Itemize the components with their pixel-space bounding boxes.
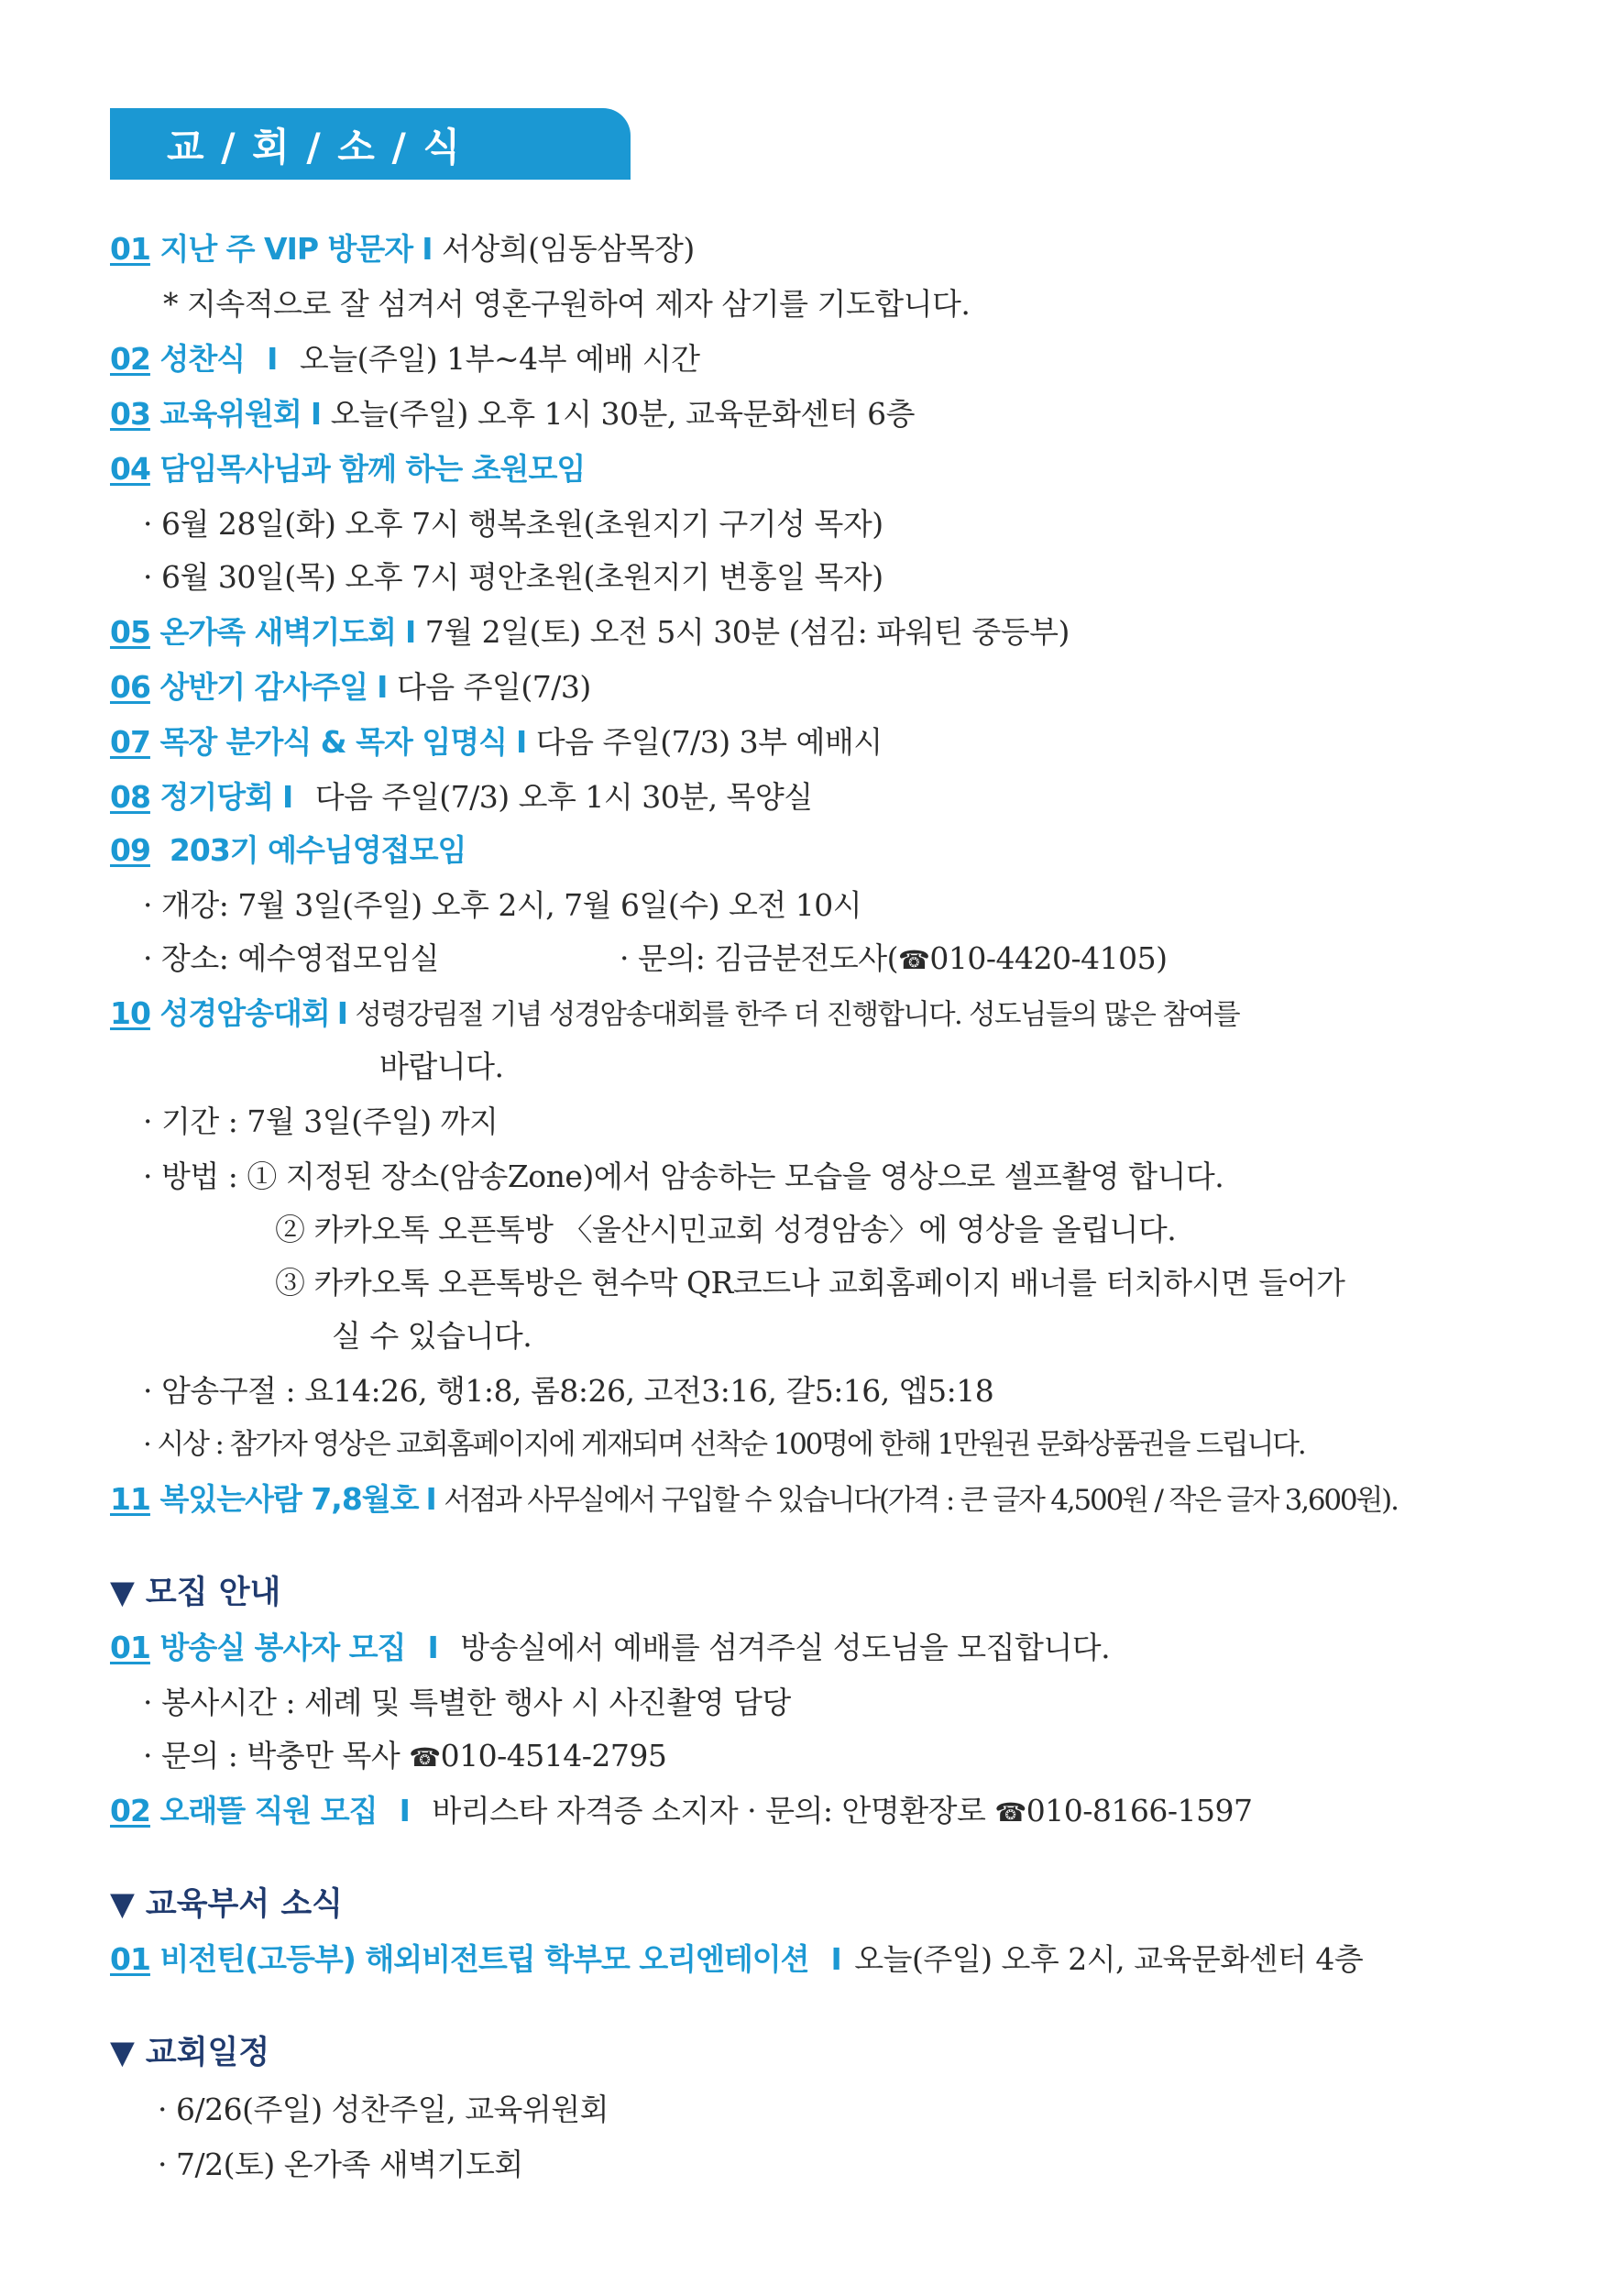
item-number: 06 <box>110 669 150 705</box>
contact-text: · 문의 : 박충만 목사 <box>143 1738 410 1773</box>
item-heading: 비전틴(고등부) 해외비전트립 학부모 오리엔테이션 <box>159 1941 809 1977</box>
item-heading: 성경암송대회 <box>159 995 330 1031</box>
contact-phone: 010-8166-1597 <box>1026 1793 1253 1828</box>
item-text: 서점과 사무실에서 구입할 수 있습니다(가격 : 큰 글자 4,500원 / 작은 글자 3,600원). <box>444 1484 1398 1517</box>
item-number: 11 <box>110 1481 150 1517</box>
item-text: 다음 주일(7/3) <box>396 669 591 705</box>
item-number: 03 <box>110 396 150 432</box>
separator-icon: I <box>267 341 278 377</box>
section-schedule <box>110 2033 269 2073</box>
separator-icon: I <box>377 669 388 705</box>
contact-phone: 010-4514-2795 <box>440 1738 667 1773</box>
news-item-11 <box>110 1479 1398 1521</box>
item-text: 다음 주일(7/3) 오후 1시 30분, 목양실 <box>314 779 813 815</box>
edu-item-1 <box>110 1939 1363 1980</box>
item-heading: 복있는사람 7,8월호 <box>159 1481 419 1517</box>
separator-icon: I <box>336 995 348 1031</box>
news-item-7 <box>110 722 883 763</box>
news-item-10-verses: · 암송구절 : 요14:26, 행1:8, 롬8:26, 고전3:16, 갈5:16, 엡5:18 <box>143 1373 994 1409</box>
contact-phone: 010-4420-4105) <box>929 940 1168 976</box>
news-item-8 <box>110 777 813 818</box>
separator-icon: I <box>515 724 527 760</box>
news-item-10-method-1: · 방법 : ① 지정된 장소(암송Zone)에서 암송하는 모습을 영상으로 셀프촬영 합니다. <box>143 1158 1224 1194</box>
place-text: · 장소: 예수영접모임실 <box>143 940 439 976</box>
item-number: 05 <box>110 614 150 650</box>
separator-icon: I <box>310 396 322 432</box>
item-text: 오늘(주일) 오후 2시, 교육문화센터 4층 <box>854 1941 1364 1977</box>
item-text: 7월 2일(토) 오전 5시 30분 (섬김: 파워틴 중등부) <box>424 614 1070 650</box>
item-number: 01 <box>110 1941 150 1977</box>
news-item-10-method-3-cont: 실 수 있습니다. <box>332 1318 532 1354</box>
triangle-icon: ▼ <box>110 1575 135 1611</box>
news-item-4 <box>110 449 585 489</box>
news-item-2 <box>110 339 700 379</box>
contact-text: · 문의: 김금분전도사( <box>620 940 898 976</box>
item-heading: 정기당회 <box>159 779 273 815</box>
section-title: 모집 안내 <box>145 1575 281 1611</box>
news-item-9-line-2 <box>143 939 439 979</box>
separator-icon: I <box>830 1941 842 1977</box>
item-text: 방송실에서 예배를 섬겨주실 성도님을 모집합니다. <box>460 1630 1111 1665</box>
triangle-icon: ▼ <box>110 1886 135 1923</box>
news-item-10 <box>110 994 1239 1036</box>
schedule-item-2: · 7/2(토) 온가족 새벽기도회 <box>158 2147 523 2182</box>
phone-icon: ☎ <box>898 945 930 975</box>
phone-icon: ☎ <box>409 1742 441 1773</box>
schedule-item-1: · 6/26(주일) 성찬주일, 교육위원회 <box>158 2092 609 2127</box>
separator-icon: I <box>422 231 433 267</box>
item-number: 10 <box>110 995 150 1031</box>
news-item-4-line-2: · 6월 30일(목) 오후 7시 평안초원(초원지기 변홍일 목자) <box>143 559 883 595</box>
separator-icon: I <box>427 1630 439 1665</box>
news-item-1 <box>110 229 695 269</box>
item-number: 07 <box>110 724 150 760</box>
item-text: 서상희(임동삼목장) <box>441 231 695 267</box>
item-heading: 담임목사님과 함께 하는 초원모임 <box>159 451 586 487</box>
news-item-9-line-1: · 개강: 7월 3일(주일) 오후 2시, 7월 6일(수) 오전 10시 <box>143 887 862 923</box>
recruit-item-2 <box>110 1791 1252 1833</box>
item-number: 02 <box>110 341 150 377</box>
news-item-10-prize: · 시상 : 참가자 영상은 교회홈페이지에 게재되며 선착순 100명에 한해 1만원권 문화상품권을 드립니다. <box>143 1428 1305 1461</box>
item-text: 바리스타 자격증 소지자 · 문의: 안명환장로 <box>432 1793 995 1828</box>
item-number: 02 <box>110 1793 150 1828</box>
title-banner <box>110 108 631 180</box>
item-heading: 203기 예수님영접모임 <box>169 832 466 868</box>
recruit-item-1-line-1: · 봉사시간 : 세례 및 특별한 행사 시 사진촬영 담당 <box>143 1685 791 1720</box>
item-number: 09 <box>110 832 150 868</box>
item-heading: 오래뜰 직원 모집 <box>159 1793 378 1828</box>
news-item-6 <box>110 667 591 708</box>
section-title: 교육부서 소식 <box>145 1886 343 1923</box>
triangle-icon: ▼ <box>110 2035 135 2071</box>
section-recruit <box>110 1573 280 1613</box>
item-text: 성령강림절 기념 성경암송대회를 한주 더 진행합니다. 성도님들의 많은 참여를 <box>355 999 1239 1031</box>
news-item-4-line-1: · 6월 28일(화) 오후 7시 행복초원(초원지기 구기성 목자) <box>143 506 883 542</box>
news-item-10-period: · 기간 : 7월 3일(주일) 까지 <box>143 1104 499 1139</box>
item-number: 01 <box>110 1630 150 1665</box>
item-number: 04 <box>110 451 150 487</box>
news-item-9 <box>110 830 466 871</box>
news-item-10-text-cont: 바랍니다. <box>379 1049 504 1084</box>
news-item-10-method-2: ② 카카오톡 오픈톡방 〈울산시민교회 성경암송〉에 영상을 올립니다. <box>275 1212 1177 1247</box>
news-item-3 <box>110 394 915 434</box>
item-heading: 방송실 봉사자 모집 <box>159 1630 406 1665</box>
separator-icon: I <box>425 1481 437 1517</box>
news-item-5 <box>110 612 1070 653</box>
page-title: 교 / 회 / 소 / 식 <box>167 125 463 170</box>
news-item-1-note: * 지속적으로 잘 섬겨서 영혼구원하여 제자 삼기를 기도합니다. <box>163 286 971 322</box>
item-heading: 교육위원회 <box>159 396 302 432</box>
news-item-10-method-3: ③ 카카오톡 오픈톡방은 현수막 QR코드나 교회홈페이지 배너를 터치하시면 들어가 <box>275 1265 1345 1301</box>
separator-icon: I <box>399 1793 411 1828</box>
item-heading: 목장 분가식 & 목자 임명식 <box>159 724 507 760</box>
recruit-item-1-line-2 <box>143 1736 666 1778</box>
recruit-item-1 <box>110 1628 1110 1668</box>
item-heading: 성찬식 <box>159 341 246 377</box>
news-item-9-contact <box>620 939 1168 981</box>
phone-icon: ☎ <box>994 1797 1026 1828</box>
item-text: 다음 주일(7/3) 3부 예배시 <box>535 724 883 760</box>
item-text: 오늘(주일) 1부~4부 예배 시간 <box>299 341 700 377</box>
separator-icon: I <box>281 779 293 815</box>
item-heading: 상반기 감사주일 <box>159 669 368 705</box>
item-heading: 지난 주 VIP 방문자 <box>159 231 413 267</box>
item-number: 01 <box>110 231 150 267</box>
section-education <box>110 1884 343 1925</box>
separator-icon: I <box>404 614 416 650</box>
item-text: 오늘(주일) 오후 1시 30분, 교육문화센터 6층 <box>330 396 915 432</box>
item-number: 08 <box>110 779 150 815</box>
section-title: 교회일정 <box>145 2035 270 2071</box>
item-heading: 온가족 새벽기도회 <box>159 614 396 650</box>
